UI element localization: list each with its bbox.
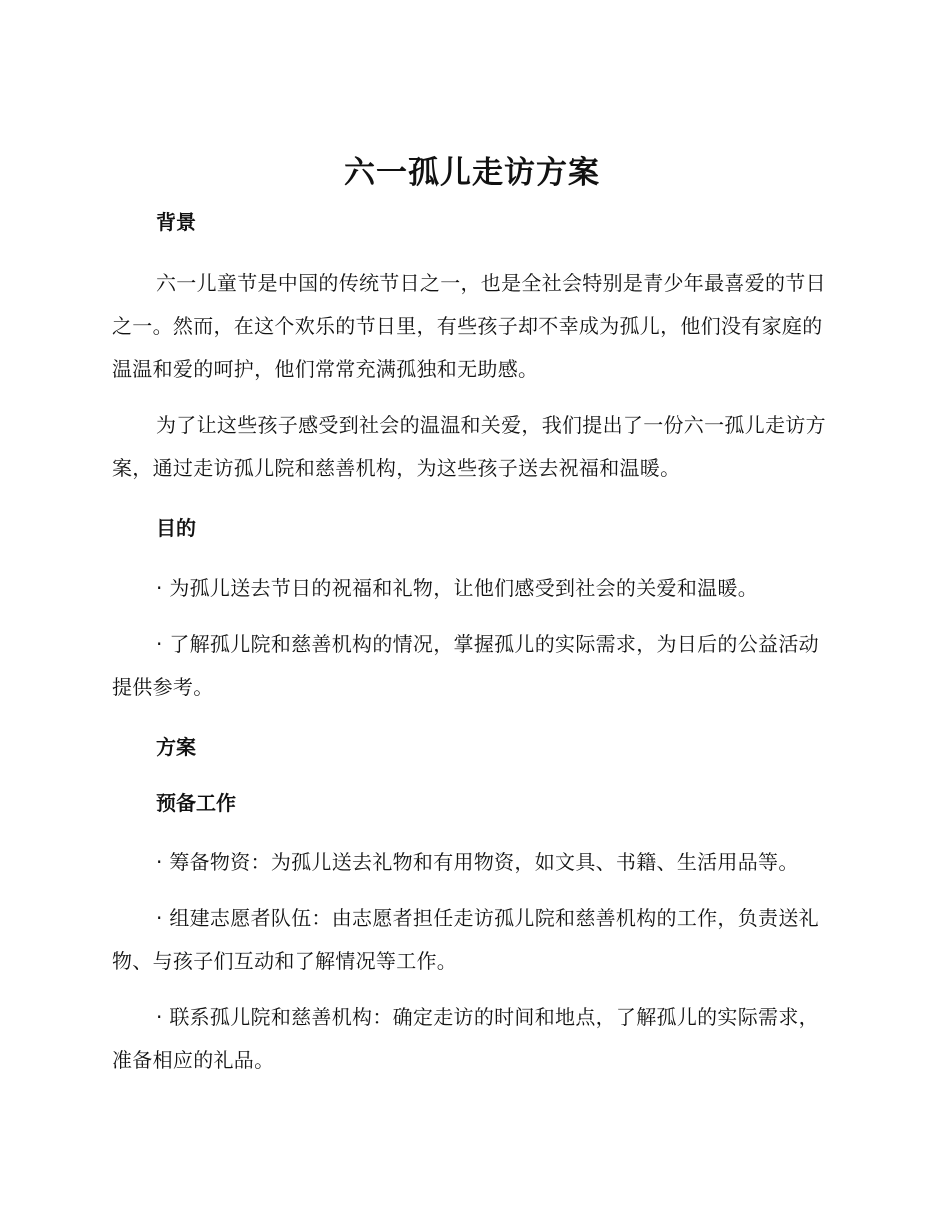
heading-preparation: 预备工作	[156, 791, 236, 815]
heading-background: 背景	[156, 210, 196, 234]
heading-purpose: 目的	[156, 516, 196, 540]
paragraph-background-1: 六一儿童节是中国的传统节日之一，也是全社会特别是青少年最喜爱的节日之一。然而，在这个欢乐的节日里，有些孩子却不幸成为孤儿，他们没有家庭的温温和爱的呵护，他们常常充满孤独和无助感。	[112, 271, 826, 381]
prep-item-3: · 联系孤儿院和慈善机构：确定走访的时间和地点，了解孤儿的实际需求，准备相应的礼品。	[112, 1005, 819, 1072]
purpose-item-1: · 为孤儿送去节日的祝福和礼物，让他们感受到社会的关爱和温暖。	[156, 576, 759, 600]
purpose-item-2: · 了解孤儿院和慈善机构的情况，掌握孤儿的实际需求，为日后的公益活动提供参考。	[112, 632, 819, 699]
prep-item-2: · 组建志愿者队伍：由志愿者担任走访孤儿院和慈善机构的工作，负责送礼物、与孩子们互动和了解情况等工作。	[112, 906, 819, 973]
document-title: 六一孤儿走访方案	[344, 155, 600, 191]
prep-item-1: · 筹备物资：为孤儿送去礼物和有用物资，如文具、书籍、生活用品等。	[156, 850, 799, 874]
document-page	[112, 148, 832, 1082]
paragraph-background-2: 为了让这些孩子感受到社会的温温和关爱，我们提出了一份六一孤儿走访方案，通过走访孤儿院和慈善机构，为这些孩子送去祝福和温暖。	[112, 413, 826, 480]
heading-plan: 方案	[156, 735, 196, 759]
